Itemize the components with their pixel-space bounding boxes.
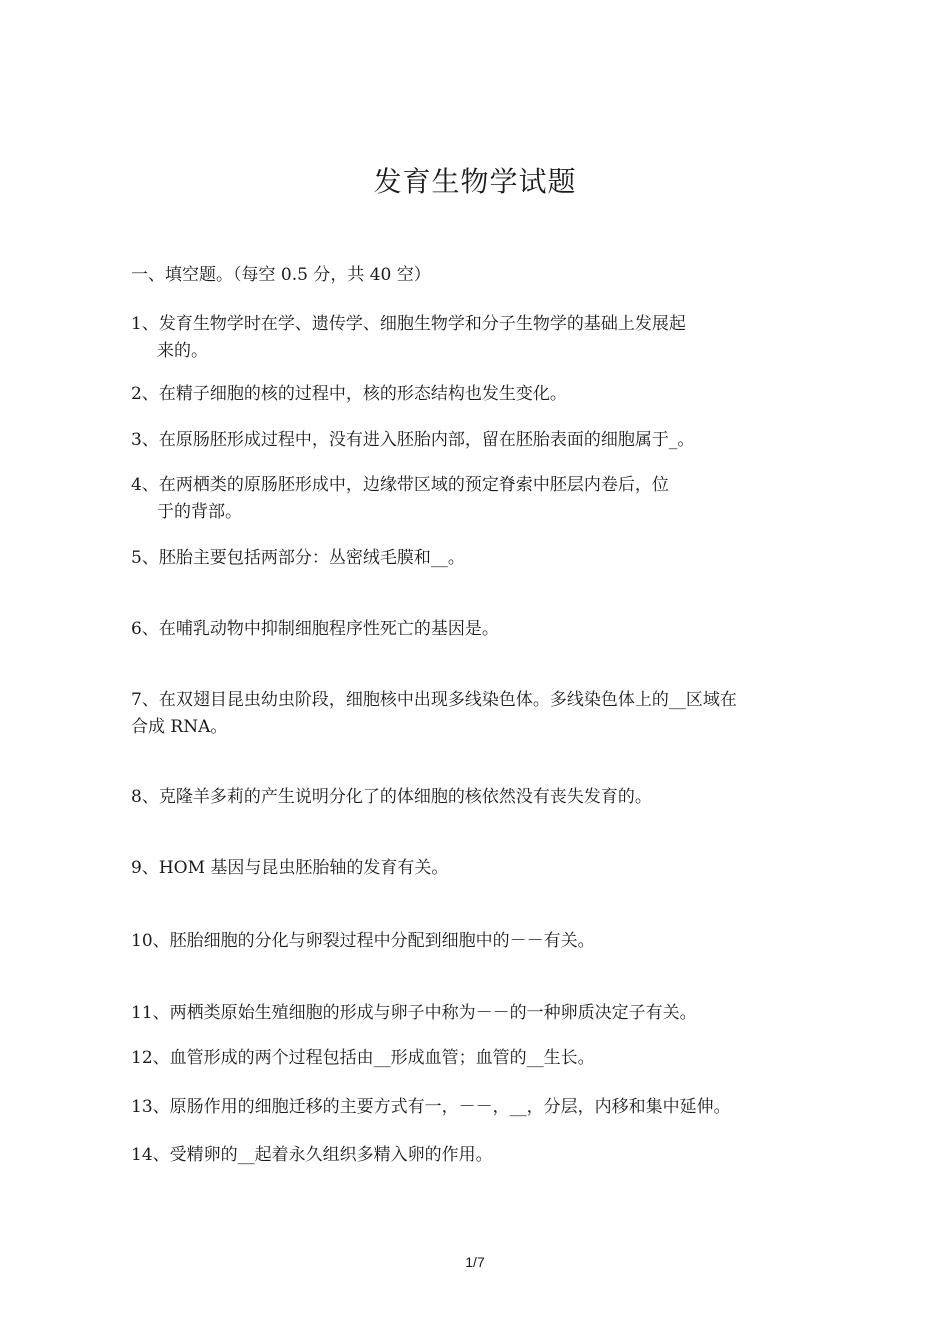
- question-text: 12、血管形成的两个过程包括由__形成血管；血管的__生长。: [131, 1048, 595, 1068]
- question-text: 2、在精子细胞的核的过程中，核的形态结构也发生变化。: [131, 384, 567, 404]
- question-text: 4、在两栖类的原肠胚形成中，边缘带区域的预定脊索中胚层内卷后，位: [131, 475, 669, 495]
- question-text-continued: 于的背部。: [157, 502, 242, 522]
- question-item: [131, 545, 831, 572]
- question-text: 1、发育生物学时在学、遗传学、细胞生物学和分子生物学的基础上发展起: [131, 314, 686, 334]
- question-item: [131, 855, 831, 882]
- question-text: 13、原肠作用的细胞迁移的主要方式有一，－－，__，分层，内移和集中延伸。: [131, 1097, 731, 1117]
- question-item: [131, 928, 831, 955]
- question-item: [131, 1094, 831, 1121]
- question-text: 7、在双翅目昆虫幼虫阶段，细胞核中出现多线染色体。多线染色体上的__区域在: [131, 690, 737, 710]
- question-item: [131, 1045, 831, 1072]
- question-text: 14、受精卵的__起着永久组织多精入卵的作用。: [131, 1145, 493, 1165]
- question-item: [131, 1142, 831, 1169]
- question-item: [131, 472, 831, 526]
- question-item: [131, 687, 831, 741]
- question-item: [131, 427, 831, 454]
- question-text-continued: 来的。: [157, 341, 208, 361]
- question-text: 6、在哺乳动物中抑制细胞程序性死亡的基因是。: [131, 619, 499, 639]
- question-text: 3、在原肠胚形成过程中，没有进入胚胎内部，留在胚胎表面的细胞属于_。: [131, 430, 695, 450]
- page-number: 1/7: [465, 1254, 485, 1270]
- question-item: [131, 1000, 831, 1027]
- page-title: 发育生物学试题: [373, 165, 577, 198]
- question-text: 5、胚胎主要包括两部分：丛密绒毛膜和__。: [131, 548, 465, 568]
- question-text: 8、克隆羊多莉的产生说明分化了的体细胞的核依然没有丧失发育的。: [131, 787, 652, 807]
- question-item: [131, 381, 831, 408]
- question-item: [131, 311, 831, 365]
- question-text-continued: 合成 RNA。: [131, 717, 228, 737]
- question-text: 10、胚胎细胞的分化与卵裂过程中分配到细胞中的－－有关。: [131, 931, 595, 951]
- section-heading: 一、填空题。（每空 0.5 分，共 40 空）: [131, 265, 431, 285]
- question-item: [131, 784, 831, 811]
- question-item: [131, 616, 831, 643]
- question-text: 9、HOM 基因与昆虫胚胎轴的发育有关。: [131, 858, 449, 878]
- question-text: 11、两栖类原始生殖细胞的形成与卵子中称为－－的一种卵质决定子有关。: [131, 1003, 697, 1023]
